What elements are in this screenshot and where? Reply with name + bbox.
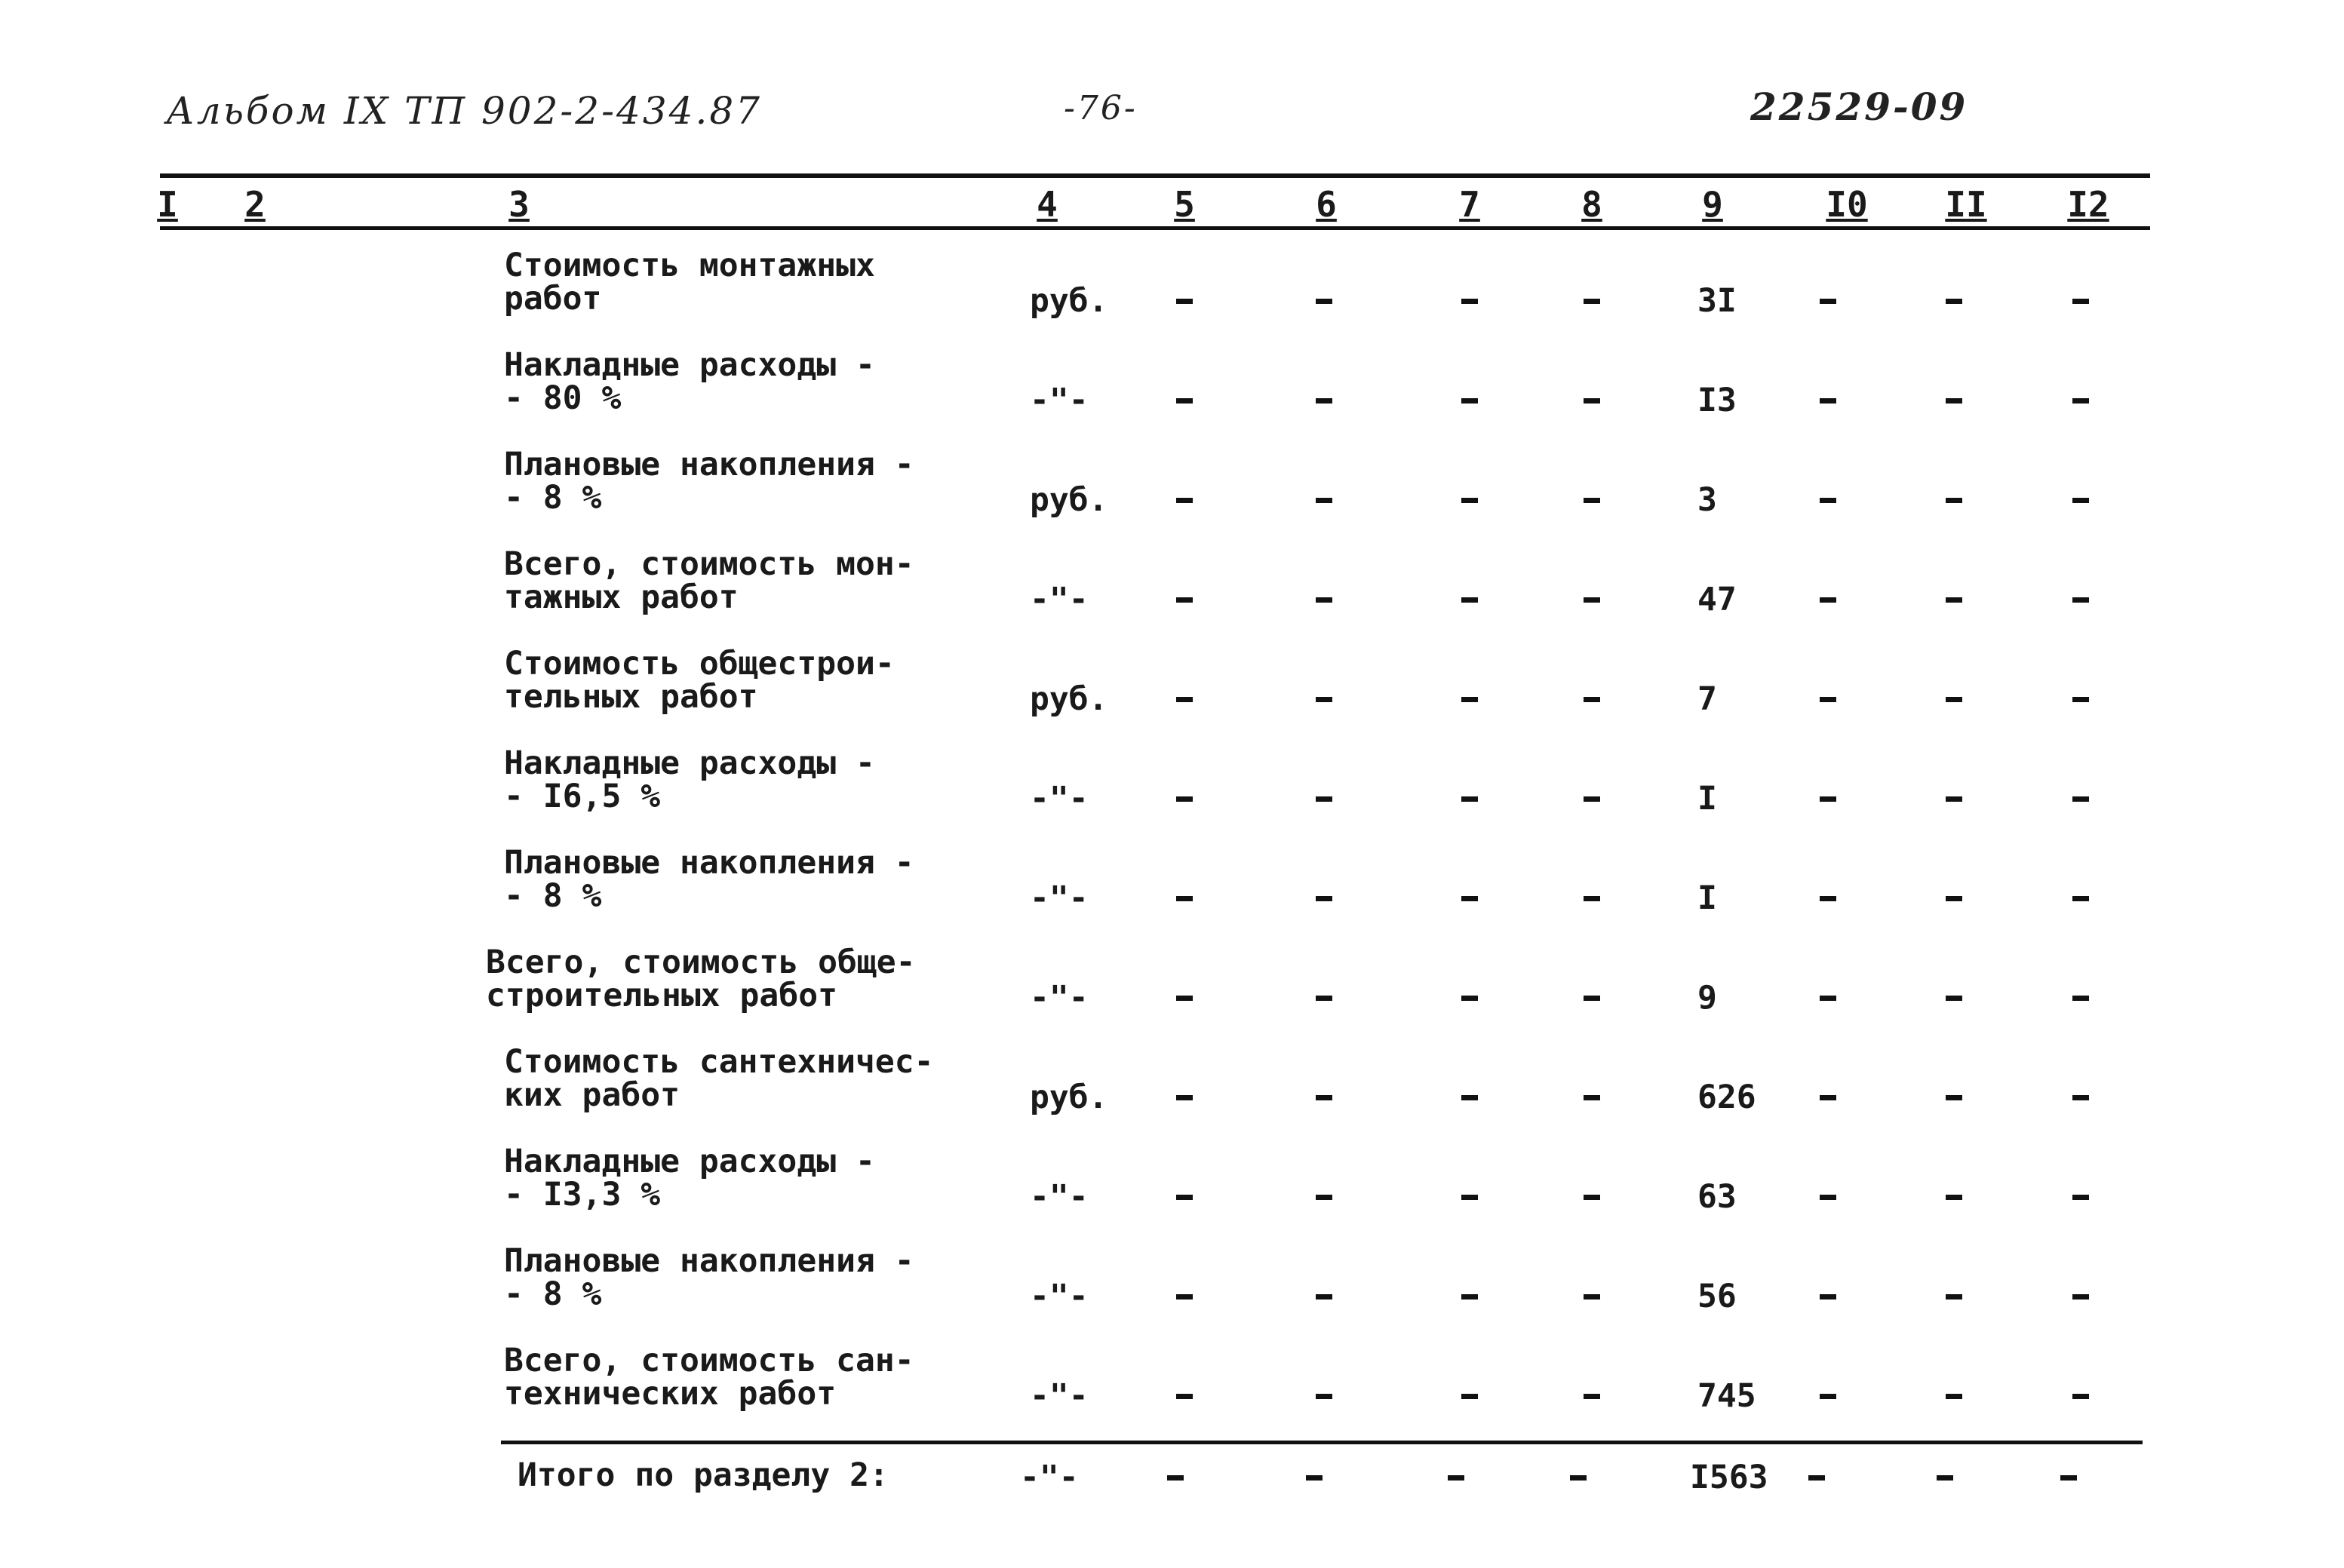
empty-cell-dash bbox=[1584, 697, 1600, 702]
value-cell-col9: 3 bbox=[1697, 481, 1717, 519]
description-line: Плановые накопления - bbox=[504, 1242, 914, 1280]
description-line: технических работ bbox=[504, 1375, 837, 1413]
empty-cell-dash bbox=[1316, 697, 1332, 702]
description-line: - I6,5 % bbox=[504, 778, 661, 815]
empty-cell-dash bbox=[1316, 498, 1332, 503]
empty-cell-dash bbox=[2072, 597, 2089, 603]
table-row bbox=[0, 545, 2344, 638]
album-reference: Альбом IX ТП 902-2-434.87 bbox=[166, 89, 762, 133]
empty-cell-dash bbox=[1176, 796, 1193, 802]
table-row bbox=[0, 448, 2344, 539]
empty-cell-dash bbox=[1461, 1195, 1478, 1200]
header-rule bbox=[160, 226, 2150, 230]
empty-cell-dash bbox=[1946, 796, 1962, 802]
empty-cell-dash bbox=[1316, 796, 1332, 802]
column-header: 2 bbox=[244, 184, 266, 225]
description-line: Плановые накопления - bbox=[504, 844, 914, 882]
empty-cell-dash bbox=[1316, 1195, 1332, 1200]
empty-cell-dash bbox=[2072, 1195, 2089, 1200]
column-header: I0 bbox=[1826, 184, 1868, 225]
column-header: 8 bbox=[1581, 184, 1602, 225]
empty-cell-dash bbox=[1946, 299, 1962, 304]
empty-cell-dash bbox=[1176, 1195, 1193, 1200]
column-header: 7 bbox=[1459, 184, 1480, 225]
column-header: 3 bbox=[508, 184, 530, 225]
description-line: - I3,3 % bbox=[504, 1176, 661, 1214]
column-header: 9 bbox=[1702, 184, 1723, 225]
empty-cell-dash bbox=[2072, 1394, 2089, 1399]
empty-cell-dash bbox=[1176, 896, 1193, 901]
empty-cell-dash bbox=[1584, 1095, 1600, 1100]
empty-cell-dash bbox=[1176, 1294, 1193, 1300]
empty-cell-dash bbox=[2060, 1475, 2077, 1481]
description-line: - 80 % bbox=[504, 379, 622, 417]
row-description bbox=[486, 946, 916, 1012]
empty-cell-dash bbox=[1306, 1475, 1323, 1481]
empty-cell-dash bbox=[1176, 597, 1193, 603]
total-value-col9: I563 bbox=[1690, 1459, 1768, 1496]
table-row bbox=[0, 1145, 2344, 1235]
empty-cell-dash bbox=[1461, 896, 1478, 901]
empty-cell-dash bbox=[1820, 398, 1836, 404]
empty-cell-dash bbox=[1316, 398, 1332, 404]
empty-cell-dash bbox=[1820, 796, 1836, 802]
table-row bbox=[0, 1244, 2344, 1335]
total-unit: -"- bbox=[1020, 1459, 1079, 1496]
unit-cell: -"- bbox=[1030, 1377, 1089, 1415]
empty-cell-dash bbox=[1316, 1394, 1332, 1399]
empty-cell-dash bbox=[1584, 597, 1600, 603]
empty-cell-dash bbox=[2072, 1095, 2089, 1100]
table-row bbox=[0, 348, 2344, 439]
unit-cell: руб. bbox=[1030, 680, 1108, 718]
description-line: Всего, стоимость сан- bbox=[504, 1342, 914, 1379]
empty-cell-dash bbox=[1820, 299, 1836, 304]
empty-cell-dash bbox=[1316, 896, 1332, 901]
table-row bbox=[0, 647, 2344, 738]
empty-cell-dash bbox=[1946, 1095, 1962, 1100]
empty-cell-dash bbox=[2072, 498, 2089, 503]
table-row bbox=[0, 1045, 2344, 1136]
empty-cell-dash bbox=[1316, 1294, 1332, 1300]
table-row bbox=[0, 744, 2344, 837]
empty-cell-dash bbox=[1584, 299, 1600, 304]
empty-cell-dash bbox=[1584, 1195, 1600, 1200]
value-cell-col9: 7 bbox=[1697, 680, 1717, 718]
unit-cell: -"- bbox=[1030, 879, 1089, 917]
empty-cell-dash bbox=[1820, 1195, 1836, 1200]
unit-cell: руб. bbox=[1030, 282, 1108, 320]
description-line: - 8 % bbox=[504, 479, 602, 517]
empty-cell-dash bbox=[1461, 1394, 1478, 1399]
empty-cell-dash bbox=[2072, 398, 2089, 404]
empty-cell-dash bbox=[1584, 896, 1600, 901]
description-line: Стоимость сантехничес- bbox=[504, 1043, 934, 1081]
empty-cell-dash bbox=[1820, 597, 1836, 603]
description-line: Накладные расходы - bbox=[504, 744, 875, 782]
empty-cell-dash bbox=[1584, 996, 1600, 1001]
empty-cell-dash bbox=[1584, 398, 1600, 404]
empty-cell-dash bbox=[1461, 1294, 1478, 1300]
empty-cell-dash bbox=[1946, 996, 1962, 1001]
row-description bbox=[504, 1045, 934, 1112]
empty-cell-dash bbox=[1176, 996, 1193, 1001]
unit-cell: -"- bbox=[1030, 1278, 1089, 1315]
total-label: Итого по разделу 2: bbox=[518, 1456, 889, 1494]
empty-cell-dash bbox=[1808, 1475, 1825, 1481]
empty-cell-dash bbox=[1176, 697, 1193, 702]
column-header: 4 bbox=[1037, 184, 1058, 225]
description-line: Всего, стоимость обще- bbox=[486, 944, 916, 981]
empty-cell-dash bbox=[1316, 996, 1332, 1001]
empty-cell-dash bbox=[1946, 896, 1962, 901]
empty-cell-dash bbox=[1584, 796, 1600, 802]
row-description bbox=[504, 545, 914, 616]
description-line: - 8 % bbox=[504, 877, 602, 915]
empty-cell-dash bbox=[1570, 1475, 1587, 1481]
empty-cell-dash bbox=[1820, 996, 1836, 1001]
column-header: II bbox=[1945, 184, 1987, 225]
column-header: I2 bbox=[2067, 184, 2109, 225]
unit-cell: -"- bbox=[1030, 1178, 1089, 1216]
empty-cell-dash bbox=[2072, 896, 2089, 901]
empty-cell-dash bbox=[1448, 1475, 1464, 1481]
description-line: Накладные расходы - bbox=[504, 346, 875, 384]
page-number: -76- bbox=[1064, 89, 1138, 127]
empty-cell-dash bbox=[1461, 1095, 1478, 1100]
total-row bbox=[0, 1427, 2344, 1517]
description-line: Стоимость общестрои- bbox=[504, 645, 895, 683]
value-cell-col9: I bbox=[1697, 879, 1717, 917]
row-description bbox=[504, 247, 875, 318]
empty-cell-dash bbox=[1820, 896, 1836, 901]
empty-cell-dash bbox=[1461, 796, 1478, 802]
document-code: 22529-09 bbox=[1750, 84, 1968, 129]
value-cell-col9: 626 bbox=[1697, 1079, 1756, 1116]
empty-cell-dash bbox=[2072, 299, 2089, 304]
empty-cell-dash bbox=[1946, 1394, 1962, 1399]
column-header: I bbox=[157, 184, 178, 225]
description-line: тельных работ bbox=[504, 678, 758, 716]
empty-cell-dash bbox=[1316, 1095, 1332, 1100]
value-cell-col9: 9 bbox=[1697, 979, 1717, 1017]
empty-cell-dash bbox=[1461, 597, 1478, 603]
empty-cell-dash bbox=[1820, 1394, 1836, 1399]
row-description bbox=[504, 1244, 914, 1311]
row-description bbox=[504, 1143, 875, 1214]
table-row bbox=[0, 846, 2344, 937]
empty-cell-dash bbox=[1937, 1475, 1953, 1481]
empty-cell-dash bbox=[2072, 1294, 2089, 1300]
empty-cell-dash bbox=[1461, 299, 1478, 304]
empty-cell-dash bbox=[1946, 1195, 1962, 1200]
empty-cell-dash bbox=[1176, 498, 1193, 503]
description-line: ких работ bbox=[504, 1076, 680, 1114]
empty-cell-dash bbox=[1316, 299, 1332, 304]
empty-cell-dash bbox=[1176, 299, 1193, 304]
empty-cell-dash bbox=[1584, 498, 1600, 503]
table-row bbox=[0, 1344, 2344, 1435]
empty-cell-dash bbox=[2072, 796, 2089, 802]
unit-cell: руб. bbox=[1030, 1079, 1108, 1116]
empty-cell-dash bbox=[1946, 498, 1962, 503]
description-line: - 8 % bbox=[504, 1275, 602, 1313]
empty-cell-dash bbox=[1176, 1394, 1193, 1399]
empty-cell-dash bbox=[1316, 597, 1332, 603]
unit-cell: -"- bbox=[1030, 780, 1089, 818]
table-row bbox=[0, 946, 2344, 1036]
empty-cell-dash bbox=[1584, 1294, 1600, 1300]
empty-cell-dash bbox=[1461, 398, 1478, 404]
value-cell-col9: 745 bbox=[1697, 1377, 1756, 1415]
description-line: работ bbox=[504, 280, 602, 318]
empty-cell-dash bbox=[1946, 597, 1962, 603]
empty-cell-dash bbox=[1176, 398, 1193, 404]
unit-cell: -"- bbox=[1030, 382, 1089, 419]
table-row bbox=[0, 249, 2344, 339]
value-cell-col9: 56 bbox=[1697, 1278, 1737, 1315]
row-description bbox=[504, 1342, 914, 1413]
row-description bbox=[504, 846, 914, 913]
unit-cell: -"- bbox=[1030, 979, 1089, 1017]
empty-cell-dash bbox=[1946, 697, 1962, 702]
value-cell-col9: I3 bbox=[1697, 382, 1737, 419]
empty-cell-dash bbox=[1461, 697, 1478, 702]
unit-cell: -"- bbox=[1030, 581, 1089, 618]
column-header: 6 bbox=[1316, 184, 1337, 225]
empty-cell-dash bbox=[1167, 1475, 1184, 1481]
row-description bbox=[504, 446, 914, 517]
description-line: строительных работ bbox=[486, 977, 837, 1014]
empty-cell-dash bbox=[1461, 498, 1478, 503]
column-header: 5 bbox=[1174, 184, 1195, 225]
empty-cell-dash bbox=[2072, 996, 2089, 1001]
value-cell-col9: 3I bbox=[1697, 282, 1737, 320]
description-line: Накладные расходы - bbox=[504, 1143, 875, 1180]
description-line: тажных работ bbox=[504, 578, 739, 616]
value-cell-col9: 47 bbox=[1697, 581, 1737, 618]
empty-cell-dash bbox=[1820, 498, 1836, 503]
row-description bbox=[504, 744, 875, 815]
top-rule bbox=[160, 173, 2150, 178]
empty-cell-dash bbox=[1820, 1294, 1836, 1300]
empty-cell-dash bbox=[1946, 1294, 1962, 1300]
empty-cell-dash bbox=[1584, 1394, 1600, 1399]
value-cell-col9: 63 bbox=[1697, 1178, 1737, 1216]
empty-cell-dash bbox=[1820, 1095, 1836, 1100]
empty-cell-dash bbox=[1461, 996, 1478, 1001]
empty-cell-dash bbox=[1176, 1095, 1193, 1100]
row-description bbox=[504, 645, 895, 716]
empty-cell-dash bbox=[1820, 697, 1836, 702]
value-cell-col9: I bbox=[1697, 780, 1717, 818]
description-line: Всего, стоимость мон- bbox=[504, 545, 914, 583]
empty-cell-dash bbox=[1946, 398, 1962, 404]
unit-cell: руб. bbox=[1030, 481, 1108, 519]
description-line: Плановые накопления - bbox=[504, 446, 914, 483]
empty-cell-dash bbox=[2072, 697, 2089, 702]
description-line: Стоимость монтажных bbox=[504, 247, 875, 284]
row-description bbox=[504, 348, 875, 415]
